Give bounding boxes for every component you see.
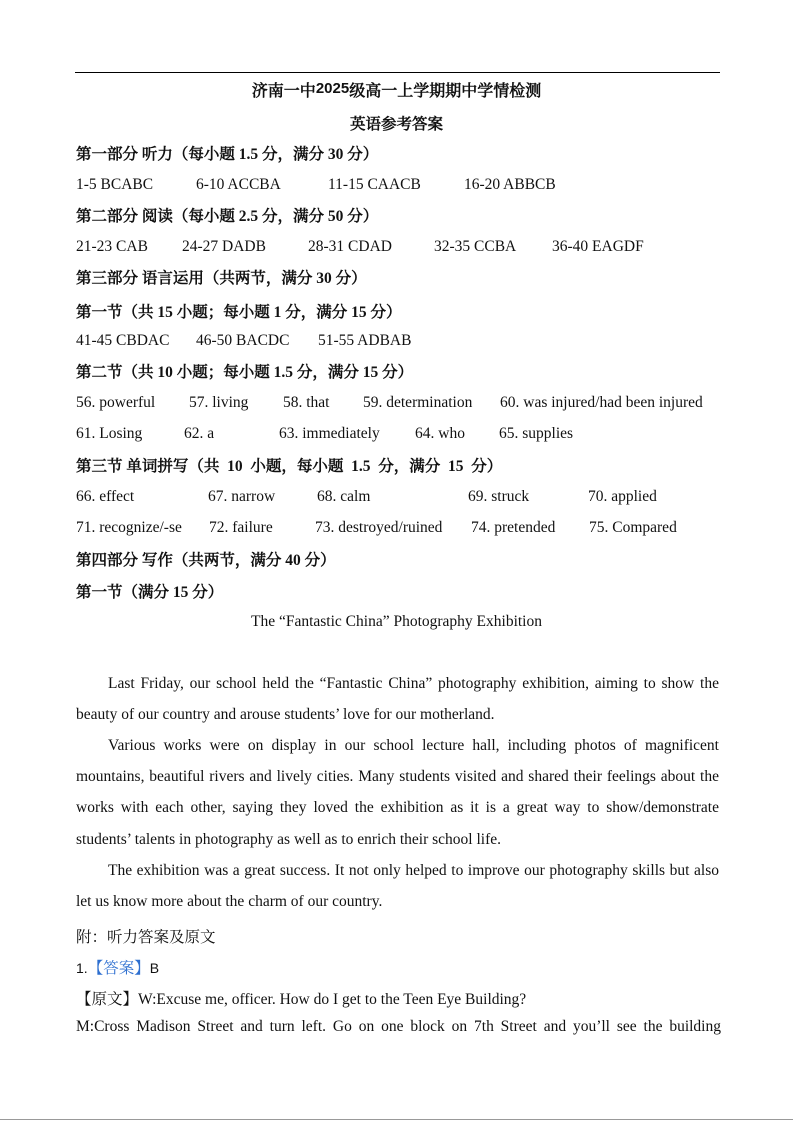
part3-heading: 第三部分 语言运用（共两节，满分 30 分） (76, 270, 367, 287)
part2-heading: 第二部分 阅读（每小题 2.5 分，满分 50 分） (76, 208, 379, 225)
section2-answer: 56. powerful (76, 394, 156, 411)
essay-title: The “Fantastic China” Photography Exhibition (250, 613, 542, 630)
section1-answer: 46-50 BACDC (196, 332, 290, 349)
transcript-label: 【原文】 (76, 991, 139, 1008)
part1-answer: 1-5 BCABC (76, 176, 154, 193)
part2-answer: 24-27 DADB (182, 238, 266, 255)
part1-heading: 第一部分 听力（每小题 1.5 分，满分 30 分） (76, 146, 379, 163)
part2-answer: 36-40 EAGDF (552, 238, 644, 255)
part2-answer: 32-35 CCBA (434, 238, 517, 255)
section3-answer: 68. calm (317, 488, 371, 505)
section3-answer: 66. effect (76, 488, 135, 505)
essay-paragraph: Last Friday, our school held the “Fantastic China” photography exhibition, aiming to show the beauty of our country and arouse students’ love for our motherland. (76, 675, 719, 724)
transcript-line: M:Cross Madison Street and turn left. Go on one block on 7th Street and you’ll see the building (76, 1018, 721, 1035)
section3-answer: 75. Compared (589, 519, 677, 536)
section2-answer: 61. Losing (76, 425, 143, 442)
page-title (0, 78, 793, 101)
section2-answer: 59. determination (363, 394, 473, 411)
transcript-text: W:Excuse me, officer. How do I get to the Teen Eye Building? (138, 991, 527, 1008)
q1-number: 1. (76, 960, 88, 976)
title-prefix: 济南一中 (251, 83, 316, 100)
part1-answer: 6-10 ACCBA (196, 176, 281, 193)
section2-answer: 57. living (189, 394, 249, 411)
essay-paragraph: The exhibition was a great success. It not only helped to improve our photography skills but also let us know more about the charm of our country. (76, 862, 719, 911)
part2-answer: 21-23 CAB (76, 238, 148, 255)
section3-answer: 72. failure (209, 519, 273, 536)
section2-answer: 65. supplies (499, 425, 574, 442)
section3-answer: 71. recognize/-se (76, 519, 182, 536)
transcript-line (76, 987, 526, 1009)
header-rule (75, 72, 720, 73)
part2-answer: 28-31 CDAD (308, 238, 392, 255)
page-subtitle: 英语参考答案 (349, 116, 443, 133)
part4-section1-heading: 第一节（满分 15 分） (76, 584, 224, 601)
part4-heading: 第四部分 写作（共两节，满分 40 分） (76, 552, 336, 569)
part1-answer: 11-15 CAACB (328, 176, 421, 193)
part1-answer: 16-20 ABBCB (464, 176, 556, 193)
q1-answer-label: 【答案】 (87, 960, 150, 977)
section3-answer: 69. struck (468, 488, 530, 505)
footer-rule (0, 1119, 793, 1120)
essay-paragraph: Various works were on display in our school lecture hall, including photos of magnificent mountains, beautiful rivers and lively cities. Many students visited and shared their feelings about the works with each other, saying they loved the exhibition as it is a great way to show/demonstrate students’ talents in photography as well as to enrich their school life. (76, 737, 719, 848)
section2-answer: 58. that (283, 394, 330, 411)
section3-answer: 73. destroyed/ruined (315, 519, 443, 536)
section1-answer: 41-45 CBDAC (76, 332, 170, 349)
section3-answer: 67. narrow (208, 488, 276, 505)
appendix-q1 (76, 956, 159, 978)
title-suffix: 级高一上学期期中学情检测 (349, 83, 542, 100)
title-year: 2025 (315, 80, 350, 97)
appendix-heading: 附：听力答案及原文 (76, 929, 216, 946)
section2-answer: 60. was injured/had been injured (500, 394, 703, 411)
section2-answer: 64. who (415, 425, 465, 442)
section2-answer: 62. a (184, 425, 215, 442)
section3-answer: 74. pretended (471, 519, 556, 536)
section2-answer: 63. immediately (279, 425, 380, 442)
part3-section3-heading: 第三节 单词拼写（共 10 小题，每小题 1.5 分，满分 15 分） (76, 458, 503, 475)
part3-section2-heading: 第二节（共 10 小题；每小题 1.5 分，满分 15 分） (76, 364, 414, 381)
section1-answer: 51-55 ADBAB (318, 332, 412, 349)
part3-section1-heading: 第一节（共 15 小题；每小题 1 分，满分 15 分） (76, 304, 402, 321)
section3-answer: 70. applied (588, 488, 657, 505)
q1-answer: B (149, 960, 160, 976)
